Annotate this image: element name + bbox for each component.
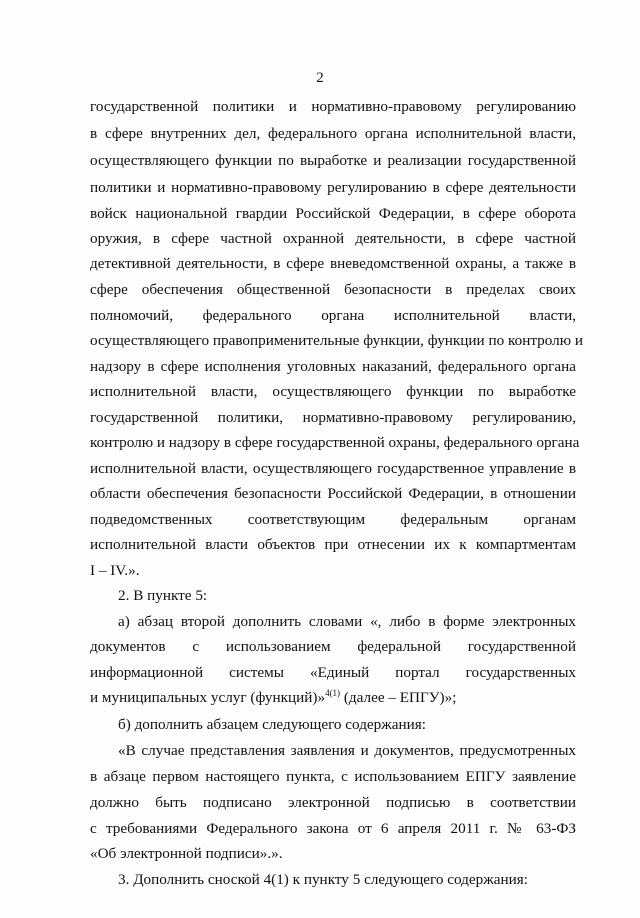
text-line: оружия, в сфере частной охранной деятельности, в сфере частной — [90, 230, 576, 247]
text-line: области обеспечения безопасности Российской Федерации, в отношении — [90, 485, 576, 502]
text-line: в сфере внутренних дел, федерального органа исполнительной власти, — [90, 125, 576, 142]
text-line: осуществляющего правоприменительные функции, функции по контролю и — [90, 332, 583, 349]
text-line: исполнительной власти, осуществляющего функции по выработке — [90, 383, 576, 400]
text-line: полномочий, федерального органа исполнительной власти, — [90, 307, 576, 324]
page-number: 2 — [316, 70, 324, 86]
text-line: исполнительной власти объектов при отнесении их к компартментам — [90, 536, 576, 553]
text-line: войск национальной гвардии Российской Федерации, в сфере оборота — [90, 205, 576, 222]
text-line: I – IV.». — [90, 562, 140, 579]
text-line: контролю и надзору в сфере государственной охраны, федерального органа — [90, 434, 580, 451]
text-line: «В случае представления заявления и документов, предусмотренных — [118, 742, 576, 759]
text-line: с требованиями Федерального закона от 6 апреля 2011 г. № 63-ФЗ — [90, 820, 576, 837]
text-line: в абзаце первом настоящего пункта, с использованием ЕПГУ заявление — [90, 768, 576, 785]
text-line: должно быть подписано электронной подписью в соответствии — [90, 794, 576, 811]
paragraph-heading: 3. Дополнить сноской 4(1) к пункту 5 следующего содержания: — [118, 871, 528, 888]
text-line: информационной системы «Единый портал государственных — [90, 664, 576, 681]
text-line: подведомственных соответствующим федеральным органам — [90, 511, 576, 528]
text-line: сфере обеспечения общественной безопасности в пределах своих — [90, 281, 576, 298]
text-line: «Об электронной подписи».». — [90, 845, 283, 862]
text-fragment: и муниципальных услуг (функций)» — [90, 689, 326, 706]
text-line: государственной политики и нормативно-правовому регулированию — [90, 98, 576, 115]
text-line: документов с использованием федеральной государственной — [90, 638, 576, 655]
text-line: исполнительной власти, осуществляющего государственное управление в — [90, 460, 576, 477]
text-line: а) абзац второй дополнить словами «, либо в форме электронных — [118, 613, 576, 630]
text-line-with-footnote — [90, 689, 576, 707]
paragraph-heading: 2. В пункте 5: — [118, 587, 208, 604]
text-fragment: (далее – ЕПГУ)»; — [340, 689, 457, 706]
text-line: б) дополнить абзацем следующего содержания: — [118, 716, 426, 733]
text-line: надзору в сфере исполнения уголовных наказаний, федерального органа — [90, 358, 576, 375]
footnote-marker[interactable]: 4(1) — [325, 687, 341, 698]
text-line: государственной политики, нормативно-правовому регулированию, — [90, 409, 576, 426]
text-line: осуществляющего функции по выработке и реализации государственной — [90, 152, 576, 169]
text-line: политики и нормативно-правовому регулированию в сфере деятельности — [90, 179, 576, 196]
text-line: детективной деятельности, в сфере вневедомственной охраны, а также в — [90, 255, 576, 272]
